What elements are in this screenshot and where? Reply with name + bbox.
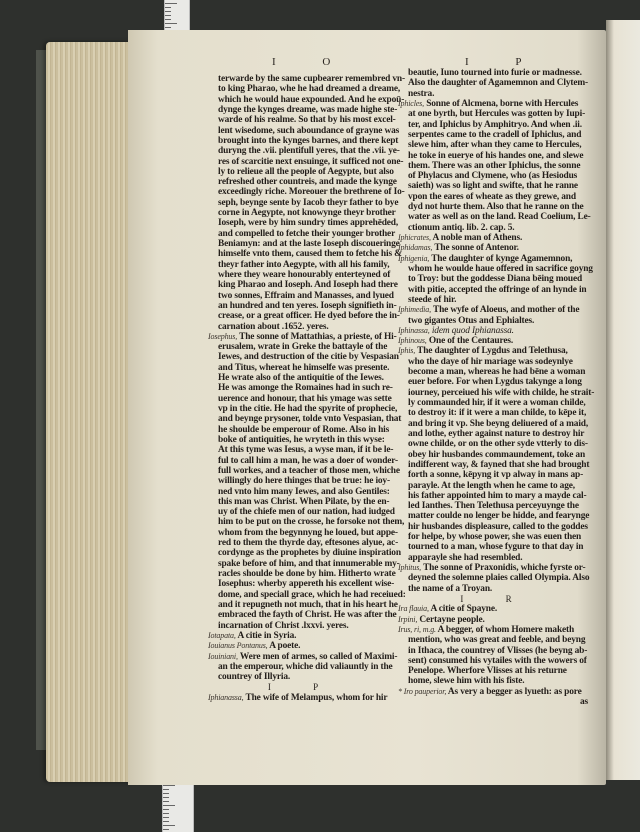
dictionary-entry-line [398, 233, 594, 243]
entry-headword: Iphianassa, [208, 692, 244, 702]
line-text: The sonne of Antenor. [434, 243, 519, 254]
text-line [208, 497, 398, 507]
line-text: owne childe, or on the other syde vtterly to dis- [408, 439, 588, 450]
text-line [398, 501, 594, 511]
text-line [398, 553, 594, 563]
line-text: Were men of armes, so called of Maximi- [239, 651, 398, 662]
text-line [208, 115, 398, 125]
line-text: uy of the chiefe men of our nation, had iudged [218, 507, 395, 518]
text-line [208, 363, 398, 373]
text-line [208, 146, 398, 156]
line-text: forth a sonne, kēpyng it vp alway in mans ap- [408, 470, 584, 481]
text-line [208, 260, 398, 270]
line-text: parayle. At the length when he came to age, [408, 480, 575, 491]
text-line [398, 584, 594, 594]
line-text: whom from the begynnyng he loued, but appe- [218, 527, 398, 538]
line-text: uerence and honour, that his ymage was sette [218, 393, 392, 404]
section-heading: I P [267, 682, 339, 693]
line-text: and beynge prysoner, tolde vnto Vespasian, that [218, 414, 402, 425]
line-text: crease, or a great officer. He dyed before the in- [218, 311, 400, 322]
line-text: willingly do here thinges that be true: he ioy- [218, 476, 390, 487]
line-text: Penelope. Wherfore Vlisses at his returne [408, 666, 567, 677]
entry-headword: Iphimedia, [398, 305, 431, 315]
entry-headword: Iphicles, [398, 98, 424, 108]
line-text: where they weare honourably enterteyned of [218, 269, 391, 280]
text-line [208, 126, 398, 136]
dictionary-entry-line [398, 563, 594, 573]
line-text: nestra. [408, 88, 435, 99]
dictionary-entry-line [398, 346, 594, 356]
line-text: he toke in euerye of his handes one, and slewe [408, 150, 584, 161]
text-line [208, 229, 398, 239]
dictionary-entry-line [398, 336, 594, 346]
line-text: become a man, whereas he had bēne a woman [408, 367, 586, 378]
entry-headword: Iphinous, [398, 336, 427, 346]
text-line [398, 656, 594, 666]
text-line [398, 460, 594, 470]
line-text: seph, beynge sente by Iacob theyr father to bye [218, 197, 399, 208]
text-line [208, 311, 398, 321]
line-text: this man was Christ. When Pilate, by the en- [218, 496, 390, 507]
text-line [208, 559, 398, 569]
line-text: incarnation of Christ .lxxvi. yeres. [218, 620, 349, 631]
line-text: for helpe, by whose power, she was euen then [408, 532, 582, 543]
line-text: tourned to a man, whose fygure to that day in [408, 542, 584, 553]
line-text: serpentes came to the cradell of Iphiclus, and [408, 129, 582, 140]
line-text: countrey of Illyria. [218, 672, 291, 683]
entry-headword: Iphis, [398, 346, 416, 356]
line-text: duryng the .vii. plentifull yeres, that the .vii. ye- [218, 146, 400, 157]
line-text: home, slewe him with his fiste. [408, 676, 525, 687]
text-line [208, 74, 405, 84]
line-text: led Ianthes. Then Telethusa perceyuynge the [408, 501, 579, 512]
text-line [398, 274, 594, 284]
line-text: red to them the thyrde day, eftesones alyue, ac- [218, 538, 399, 549]
line-text: and Titus, whereat he himselfe was presente. [218, 362, 390, 373]
text-line [208, 538, 398, 548]
text-line [398, 285, 594, 295]
line-text: dyd not hurte them. Also that he ranne on the [408, 202, 584, 213]
text-line [208, 270, 398, 280]
text-line [398, 140, 594, 150]
line-text: Iewes, and destruction of the citie by Vespasian [218, 352, 399, 363]
text-line [208, 94, 405, 105]
dictionary-entry-line [398, 99, 594, 109]
line-text: and bring it vp. She beyng deliuered of a maid, [408, 418, 589, 429]
entry-headword: Iouianus Pontanus, [208, 641, 268, 651]
dictionary-entry-line [208, 631, 398, 641]
text-line [398, 429, 594, 439]
text-line [208, 167, 398, 177]
line-text: carnation about .1652. yeres. [218, 321, 329, 332]
line-text: beautie, Iuno tourned into furie or madnesse. [408, 68, 582, 78]
entry-headword: Iphidamas, [398, 243, 433, 253]
text-line [208, 528, 398, 538]
text-line [398, 223, 594, 233]
line-text: steede of hir. [408, 294, 457, 305]
text-line [208, 136, 398, 146]
text-line [398, 646, 594, 656]
text-line [398, 367, 594, 377]
line-text: The daughter of Lygdus and Telethusa, [417, 346, 568, 357]
entry-headword: Ira flauia, [398, 604, 429, 614]
text-line [208, 373, 398, 383]
text-line [398, 130, 594, 140]
section-heading: I R [460, 593, 532, 604]
entry-headword: Iphigenia, [398, 253, 430, 263]
line-text: and compelled to fetche their younger brother [218, 228, 396, 239]
dictionary-entry-line [208, 652, 398, 662]
line-text: and lothe, eyther against nature to destroy hir [408, 428, 585, 439]
line-text: A citie of Spayne. [430, 604, 498, 615]
line-text: idem quod Iphianassa. [431, 325, 514, 336]
text-line [398, 295, 594, 305]
text-line [398, 68, 594, 78]
line-text: lent wisedome, such aboundance of grayne was [218, 125, 400, 136]
dictionary-entry-line [398, 305, 594, 315]
text-line [398, 419, 594, 429]
text-line [398, 78, 594, 88]
line-text: full workes, and a teacher of those men, whiche [218, 465, 400, 476]
text-line [398, 388, 594, 398]
line-text: apparayle she had resembled. [408, 552, 523, 563]
line-text: two gigantes Otus and Ephialtes. [408, 315, 535, 326]
line-text: hir husbandes displeasure, called to the goddes [408, 521, 588, 532]
line-text: cordynge as the prophetes by diuine inspiration [218, 548, 401, 559]
line-text: euer before. For when Lygdus takynge a long [408, 377, 582, 388]
line-text: he shoulde be emperour of Rome. Also in his [218, 424, 390, 435]
line-text: The daughter of kynge Agamemnon, [431, 253, 573, 264]
text-line [398, 450, 594, 460]
catchword: as [579, 697, 588, 708]
line-text: king Pharao and Ioseph. And Ioseph had there [218, 280, 398, 291]
dictionary-entry-line [398, 604, 594, 614]
text-line [398, 522, 594, 532]
dictionary-entry-line [398, 615, 594, 625]
line-text: the name of a Troyan. [408, 583, 493, 594]
line-text: refreshed other countreis, and made the kynge [218, 177, 397, 188]
text-line [398, 542, 594, 552]
line-text: ly to relieue all the people of Aegypte, but also [218, 166, 394, 177]
line-text: The sonne of Praxonidis, whiche fyrste or- [423, 563, 586, 573]
line-text: slewe him, after whan they came to Hercules, [408, 140, 582, 151]
line-text: One of the Centaures. [428, 336, 514, 347]
line-text: terwarde by the same cupbearer remembred vn- [218, 74, 405, 84]
line-text: ctionum antiq. lib. 2. cap. 5. [408, 222, 515, 233]
text-line [398, 635, 594, 645]
line-text: with pitie, accepted the offringe of an hynde in [408, 284, 587, 295]
line-text: A begger, of whom Homere maketh [437, 624, 575, 635]
text-line [208, 414, 402, 425]
line-text: Beniamyn: and at the laste Ioseph discoueringe [218, 239, 400, 249]
text-line [208, 187, 405, 198]
line-text: matter coulde no lenger be hidde, and fearynge [408, 511, 590, 522]
entry-headword: Iphitus, [398, 563, 422, 572]
line-text: deyned the solemne plaies called Olympia. Also [408, 573, 590, 584]
text-line [208, 548, 401, 559]
line-text: ter, and Iphiclus by Amphitryo. And when .ii. [408, 119, 582, 130]
line-text: vpon the eares of wheate as they grewe, and [408, 191, 576, 202]
text-line [208, 352, 398, 362]
line-text: obey hir husbandes commaundement, toke an [408, 449, 586, 460]
line-text: boke of antiquities, he wryteth in this wyse: [218, 434, 385, 445]
line-text: corne in Aegypte, not knowynge theyr brother [218, 208, 396, 219]
line-text: A citie in Syria. [237, 630, 297, 641]
line-text: Sonne of Alcmena, borne with Hercules [426, 98, 579, 109]
line-text: iourney, perceiued his wife with childe, he strait- [408, 387, 595, 398]
dictionary-entry-line [398, 243, 594, 253]
text-line [398, 676, 594, 686]
line-text: who the daye of hir mariage was sodeynlye [408, 356, 573, 367]
text-line [398, 377, 594, 387]
text-line [398, 666, 594, 676]
text-line [208, 84, 401, 95]
line-text: in Ithaca, the countrey of Vlisses (he beyng ab- [408, 645, 588, 656]
text-line [398, 511, 594, 521]
text-line [398, 470, 594, 480]
text-line [208, 507, 398, 517]
facing-page-edge [606, 20, 640, 780]
text-line [208, 435, 398, 445]
dictionary-entry-line [208, 693, 398, 703]
line-text: an the emperour, whiche did valiauntly in the [218, 661, 393, 672]
line-text: A poete. [269, 641, 301, 652]
line-text: saieth) was so light and swifte, that he ranne [408, 181, 578, 192]
line-text: Ioseph, were by him sundry times apprehēded, [218, 218, 399, 229]
line-text: mention, who was great and feeble, and beyng [408, 635, 586, 646]
line-text: two sonnes, Effraim and Manasses, and lyued [218, 290, 394, 301]
text-line [208, 208, 398, 218]
scale-ruler-bottom [162, 782, 194, 832]
text-line [398, 398, 594, 408]
line-text: at one byrth, but Hercules was gotten by Iupi- [408, 109, 586, 120]
line-text: himselfe vnto them, caused them to fetche his & [218, 249, 402, 260]
entry-headword: * Iro pauperior, [398, 686, 447, 696]
text-line [208, 239, 398, 249]
text-line [208, 322, 398, 332]
text-line [208, 105, 398, 115]
text-line [208, 249, 402, 260]
text-line [398, 181, 594, 191]
line-text: erusalem, wrate in Greke the battayle of the [218, 342, 388, 353]
text-line [398, 192, 594, 202]
text-line [208, 672, 398, 682]
line-text: to king Pharao, whe he had dreamed a dreame, [218, 84, 401, 95]
line-text: of Phylacus and Clymene, who (as Hesiodus [408, 171, 578, 182]
entry-headword: Irpini, [398, 614, 418, 624]
line-text: As very a begger as lyueth: as pore [447, 686, 582, 697]
text-line [398, 212, 594, 222]
line-text: Also the daughter of Agamemnon and Clytem- [408, 78, 588, 89]
line-text: At this tyme was Iesus, a wyse man, if it be le- [218, 445, 394, 456]
text-line [398, 357, 594, 367]
line-text: warde of his realme. So that by his most excel- [218, 115, 396, 126]
line-text: sent) consumed his vytailes with the wowers of [408, 655, 587, 666]
text-line [208, 280, 398, 290]
text-line [208, 404, 398, 414]
line-text: which he would haue expounded. And he expoū- [218, 94, 405, 105]
text-line [398, 264, 594, 274]
text-line [208, 383, 398, 393]
text-line [398, 161, 594, 171]
line-text: his father appointed him to mary a mayde cal- [408, 490, 587, 501]
text-line [208, 456, 398, 466]
line-text: The wyfe of Aloeus, and mother of the [432, 305, 580, 316]
line-text: brought into the kynges barnes, and there kept [218, 135, 399, 146]
line-text: theyr father into Aegypte, with all his family, [218, 259, 390, 270]
text-line [398, 532, 594, 542]
entry-headword: Iotapata, [208, 630, 236, 640]
line-text: Iosephus: wherby appereth his excellent wise- [218, 579, 395, 590]
line-text: Certayne people. [419, 614, 485, 625]
dictionary-entry-line [398, 687, 594, 697]
dictionary-entry-line [398, 625, 594, 635]
line-text: indifferent way, & fayned that she had brought [408, 459, 590, 470]
text-line [398, 439, 594, 449]
line-text: embraced the fayth of Christ. He was after the [218, 610, 397, 621]
line-text: racles shoulde be done by him. Hitherto wrate [218, 569, 396, 579]
text-line [208, 662, 398, 672]
text-line [398, 573, 594, 583]
line-text: dynge the kynges dreame, was made highe ste- [218, 104, 398, 115]
line-text: He was amonge the Romaines had in such re- [218, 383, 393, 394]
line-text: res of scarcitie next ensuinge, it sufficed not one- [218, 156, 404, 167]
entry-headword: Iphinassa, [398, 325, 430, 335]
line-text: them. There was an other Iphiclus, the sonne [408, 160, 581, 171]
line-text: spake before of him, and that innumerable my- [218, 558, 400, 569]
running-head-right: I P [465, 56, 544, 68]
line-text: water as well as on the land. Read Coelium, Le- [408, 212, 591, 223]
text-line [398, 109, 594, 119]
text-line [208, 569, 398, 579]
entry-headword: Irus, ri, m.g. [398, 624, 436, 634]
text-line [208, 445, 398, 455]
text-line [208, 394, 398, 404]
text-line [208, 301, 398, 311]
line-text: and it repugneth not much, that in his heart he [218, 599, 398, 610]
text-line [208, 487, 398, 497]
line-text: The wife of Melampus, whom for hir [245, 692, 388, 703]
text-line [398, 316, 594, 326]
entry-headword: Iosephus, [208, 331, 238, 341]
text-line [398, 89, 594, 99]
text-line [208, 579, 398, 589]
text-line [208, 600, 398, 610]
line-text: The sonne of Mattathias, a prieste, of Hi- [239, 331, 397, 342]
text-line [398, 491, 594, 501]
line-text: whom he woulde haue offered in sacrifice goyng [408, 263, 593, 274]
line-text: ly commaunded hir, if it were a woman childe, [408, 398, 586, 408]
left-text-column [208, 74, 406, 703]
line-text: ful to call him a man, he was a doer of wonder- [218, 455, 398, 466]
text-line [208, 517, 405, 528]
line-text: A noble man of Athens. [432, 233, 523, 243]
dictionary-entry-line [398, 254, 594, 264]
entry-headword: Iouiniani, [208, 651, 238, 661]
running-head-left: I O [272, 56, 353, 68]
text-line [208, 291, 398, 301]
right-text-column [398, 68, 594, 707]
text-line [398, 408, 594, 418]
text-line [208, 425, 398, 435]
text-line [208, 342, 398, 352]
text-line [398, 171, 594, 181]
dictionary-entry-line [208, 332, 398, 342]
page-stack-edge [46, 42, 136, 782]
dictionary-entry-line [398, 326, 594, 336]
text-line [208, 218, 398, 228]
scale-ruler-top [164, 0, 190, 34]
text-line [398, 202, 594, 212]
dictionary-entry-line [208, 641, 398, 651]
text-line [208, 156, 404, 167]
text-line [208, 476, 398, 486]
text-line [398, 481, 594, 491]
text-line [398, 120, 594, 130]
text-line [208, 610, 398, 620]
text-line [208, 177, 398, 187]
text-line [208, 621, 398, 631]
line-text: vp in the citie. He had the spyrite of prophecie, [218, 404, 398, 414]
line-text: an hundred and ten yeres. Ioseph signifieth in- [218, 300, 397, 311]
line-text: dome, and speciall grace, which he had receiued: [218, 589, 406, 600]
line-text: exceedingly riche. Moreouer the brethrene of Io- [218, 187, 405, 198]
line-text: ned vnto him many Iewes, and also Gentiles: [218, 486, 390, 497]
entry-headword: Iphicrates, [398, 233, 431, 242]
text-line [208, 198, 398, 208]
text-line [398, 151, 594, 161]
line-text: He wrate also of the antiquitie of the Iewes. [218, 373, 384, 384]
line-text: to destroy it: if it were a man childe, to kēpe it, [408, 408, 587, 419]
text-line [208, 466, 398, 476]
line-text: him to be put on the crosse, he forsoke not them, [218, 517, 405, 528]
text-line [208, 589, 406, 600]
line-text: to Troy: but the goddesse Diana bēing moued [408, 274, 583, 285]
